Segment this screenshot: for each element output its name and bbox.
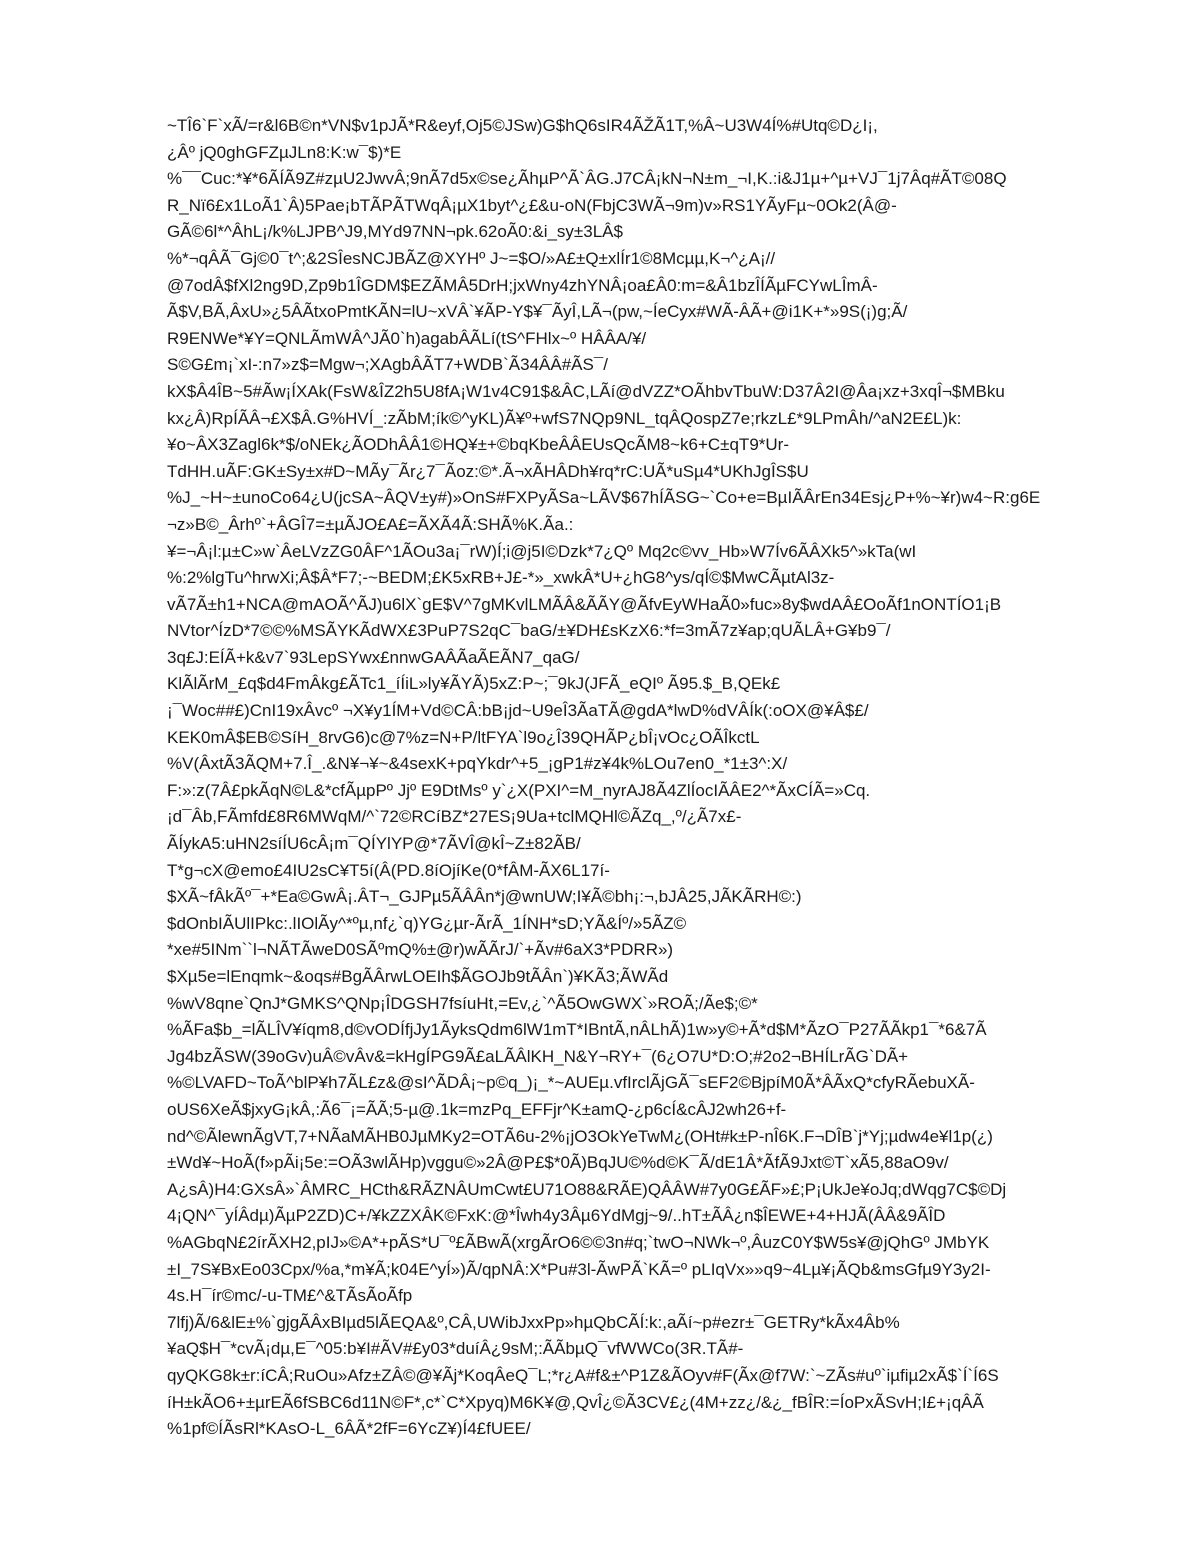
text-line: %wV8qne`QnJ*GMKS^QNp¡ÎDGSH7fsíuHt,=Ev,¿`^Ã5OwGWX`»ROÃ;/Ãe$;©*	[167, 993, 758, 1013]
text-line: kX$Â4ÎB~5#Ãw¡ÍXAk(FsW&ÎZ2h5U8fA¡W1v4C91$&ÂC,LÃí@dVZZ*OÃhbvTbuW:D37Â2I@Âa¡xz+3xqÎ¬$MBku	[167, 381, 1005, 401]
text-line: T*g¬cX@emo£4IU2sC¥T5í(Â(PD.8íOjíKe(0*fÂM-ÃX6L17í-	[167, 860, 610, 880]
text-line: ¬z»B©_Ârhº`+ÂGÎ7=±µÃJO£A£=ÃXÃ4Ã:SHÃ%K.Ãa.:	[167, 514, 574, 534]
text-line: %V(ÂxtÃ3ÃQM+7.Î_.&N¥¬¥~&4sexK+pqYkdr^+5_¡gP1#z¥4k%LOu7en0_*1±3^:X/	[167, 754, 788, 774]
text-line: %*¬qÂÃ¯Gj©0¯t^;&2SÎesNCJBÃZ@XYHº J~=$O/»A£±Q±xlÍr1©8Mcµµ,K¬^¿A¡//	[167, 248, 776, 268]
text-line: R_Nï6£x1LoÃ1`Â)5Pae¡bTÃPÃTWqÂ¡µX1byt^¿£&u-oN(FbjC3WÃ¬9m)v»RS1YÃyFµ~0Ok2(Â@-	[167, 195, 897, 215]
text-line: nd^©ÃlewnÃgVT,7+NÃaMÃHB0JµMKy2=OTÃ6u-2%¡jO3OkYeTwM¿(OHt#k±P-nÎ6K.F¬DÎB`j*Yj;µdw4e¥l1p(¿)	[167, 1126, 993, 1146]
text-line: $XÃ~fÂkÃº¯+*Ea©GwÂ¡.ÂT¬_GJPµ5ÃÂÂn*j@wnUW;I¥Ã©bh¡:¬,bJÂ25,JÃKÃRH©:)	[167, 887, 802, 907]
body-text	[167, 113, 1127, 1443]
text-line: ¡¯Woc##£)CnI19xÂvcº ¬X¥y1ÍM+Vd©CÂ:bB¡jd~U9eÎ3ÃaTÃ@gdA*lwD%dVÂÍk(:oOX@¥Â$£/	[167, 701, 869, 721]
text-line: 3q£J:EÍÃ+k&v7`93LepSYwx£nnwGAÂÃaÃEÃN7_qaG/	[167, 647, 580, 667]
text-line: ¡d¯Âb,FÃmfd£8R6MWqM/^`72©RCíBZ*27ES¡9Ua+tclMQHl©ÃZq_,º/¿Ã7x£-	[167, 807, 742, 827]
text-line: kx¿Â)RpÍÃÂ¬£X$Â.G%HVÍ_:zÃbM;ík©^yKL)Ã¥º+wfS7NQp9NL_tqÂQospZ7e;rkzL£*9LPmÂh/^aN2E£L)k:	[167, 408, 962, 428]
text-line: vÃ7Ã±h1+NCA@mAOÃ^ÃJ)u6lX`gE$V^7gMKvlLMÃÂ&ÃÃY@ÃfvEyWHaÃ0»fuc»8y$wdAÂ£OoÃf1nONTÍO1¡B	[167, 594, 1002, 614]
text-line: %©LVAFD~ToÃ^blP¥h7ÃL£z&@sI^ÃDÂ¡~p©q_)¡_*~AUEµ.vfIrclÃjGÃ¯sEF2©BjpíM0Ã*ÂÃxQ*cfyRÃebuXÃ-	[167, 1073, 975, 1093]
text-line: ¥aQ$H¯*cvÃ¡dµ,E¯^05:b¥I#ÃV#£y03*duíÂ¿9sM;:ÃÃbµQ¯vfWWCo(3R.TÃ#-	[167, 1339, 744, 1359]
text-line: 4s.H¯ír©mc/-u-TM£^&TÃsÃoÃfp	[167, 1286, 413, 1306]
text-line: %ÃFa$b_=lÃLÎV¥íqm8,d©vODÍfjJy1ÃyksQdm6lW1mT*IBntÃ,nÂLhÃ)1w»y©+Ã*d$M*ÃzO¯P27ÃÃkp1¯*6&7Ã	[167, 1020, 987, 1040]
text-line: *xe#5INm``l¬NÃTÃweD0SÃºmQ%±@r)wÃÃrJ/`+Ãv#6aX3*PDRR»)	[167, 940, 674, 960]
text-line: F:»:z(7Â£pkÃqN©L&*cfÃµpPº Jjº E9DtMsº y`¿X(PXI^=M_nyrAJ8Ã4ZlÍocIÃÂE2^*ÃxCÍÃ=»Cq.	[167, 780, 871, 800]
text-line: ±Wd¥~HoÃ(f»pÃi¡5e:=OÃ3wlÃHp)vggu©»2Â@P£$*0Ã)BqJU©%d©K¯Ã/dE1Â*ÃfÃ9Jxt©T`xÃ5,88aO9v/	[167, 1153, 949, 1173]
text-line: ÃÍykA5:uHN2síÍU6cÂ¡m¯QÍYlYP@*7ÃVÎ@kÎ~Z±82ÃB/	[167, 834, 581, 854]
text-line: %AGbqN£2írÃXH2,pIJ»©A*+pÃS*U¯º£ÃBwÃ(xrgÃrO6©©3n#q;`twO¬NWk¬º,ÂuzC0Y$W5s¥@jQhGº JMbYK	[167, 1232, 990, 1252]
text-line: Ã$V,BÃ,ÂxU»¿5ÂÃtxoPmtKÃN=lU~xVÂ`¥ÃP-Y$¥¯ÃyÎ,LÃ¬(pw,~ÍeCyx#WÃ-ÂÃ+@i1K+*»9S(¡)g;Ã/	[167, 302, 908, 322]
text-line: KEK0mÂ$EB©SíH_8rvG6)c@7%z=N+P/ltFYA`l9o¿Î39QHÃP¿bÎ¡vOc¿OÃÎkctL	[167, 727, 760, 747]
text-line: Jg4bzÃSW(39oGv)uÂ©vÂv&=kHgÍPG9Ã£aLÃÂlKH_N&Y¬RY+¯(6¿O7U*D:O;#2o2¬BHÍLrÃG`DÃ+	[167, 1046, 909, 1066]
text-line: oUS6XeÃ$jxyG¡kÂ,:Ã6¯¡=ÃÃ;5-µ@.1k=mzPq_EFFjr^K±amQ-¿p6cÍ&cÂJ2wh26+f-	[167, 1099, 787, 1119]
text-line: %¯¯Cuc:*¥*6ÃÍÃ9Z#zµU2JwvÂ;9nÃ7d5x©se¿ÃhµP^Ã`ÂG.J7CÂ¡kN¬N±m_¬I,K.:i&J1µ+^µ+VJ¯1j7Âq#ÃT©08Q	[167, 169, 1007, 189]
text-line: 4¡QN^¯yÍÂdµ)ÃµP2ZD)C+/¥kZZXÂK©FxK:@*Îwh4y3Âµ6YdMgj~9/..hT±ÃÂ¿n$ÎEWE+4+HJÃ(ÂÂ&9ÃÎD	[167, 1206, 946, 1226]
text-line: A¿sÂ)H4:GXsÂ»`ÂMRC_HCth&RÃZNÂUmCwt£U71O88&RÃE)QÂÂW#7y0G£ÃF»£;P¡UkJe¥oJq;dWqg7C$©Dj	[167, 1179, 1007, 1199]
text-line: ~TÎ6`F`xÃ/=r&l6B©n*VN$v1pJÃ*R&eyf,Oj5©JSw)G$hQ6sIR4ÃŽÃ1T,%Â~U3W4Í%#Utq©D¿I¡,	[167, 116, 878, 135]
text-line: qyQKG8k±r:íCÂ;RuOu»Afz±ZÂ©@¥Ãj*KoqÂeQ¯L;*r¿A#f&±^P1Z&ÃOyv#F(Ãx@f7W:`~ZÃs#uº`iµfiµ2xÃ$`Í`Í6S	[167, 1365, 999, 1385]
text-line: %J_~H~±unoCo64¿U(jcSA~ÂQV±y#)»OnS#FXPyÃSa~LÃV$67hÍÃSG~`Co+e=BµIÃÂrEn34Esj¿P+%~¥r)w4~R:g6E	[167, 488, 1041, 508]
text-line: R9ENWe*¥Y=QNLÃmWÂ^JÃ0`h)agabÂÃLí(tS^FHlx~º HÂÂA/¥/	[167, 328, 647, 348]
text-line: @7odÂ$fXl2ng9D,Zp9b1ÎGDM$EZÃMÂ5DrH;jxWny4zhYNÂ¡oa£Â0:m=&Â1bzÎÍÃµFCYwLÎmÂ-	[167, 275, 878, 295]
text-line: %1pf©ÍÃsRl*KAsO-L_6ÂÃ*2fF=6YcZ¥)Í4£fUEE/	[167, 1419, 531, 1439]
text-line: 7lfj)Ã/6&lE±%`gjgÃÂxBIµd5lÃEQA&º,CÂ,UWibJxxPp»hµQbCÃÍ:k:,aÃí~p#ezr±¯GETRy*kÃx4Âb%	[167, 1312, 900, 1332]
text-line: GÃ©6l*^ÂhL¡/k%LJPB^J9,MYd97NN¬pk.62oÃ0:&i_sy±3LÂ$	[167, 222, 623, 242]
text-line: ¿Âº jQ0ghGFZµJLn8:K:w¯$)*E	[167, 142, 402, 162]
text-line: ¥=¬Â¡l:µ±C»w`ÂeLVzZG0ÂF^1ÃOu3a¡¯rW)Í;i@j5I©Dzk*7¿Qº Mq2c©vv_Hb»W7Ív6ÃÂXk5^»kTa(wI	[167, 541, 917, 561]
text-line: NVtor^ÍzD*7©©%MSÃYKÃdWX£3PuP7S2qC¯baG/±¥DH£sKzX6:*f=3mÃ7z¥ap;qUÃLÂ+G¥b9¯/	[167, 621, 891, 641]
text-line: $dOnbIÃUlIPkc:.lIOlÃy^*ºµ,nf¿`q)YG¿µr-ÃrÃ_1ÍNH*sD;YÃ&Íº/»5ÃZ©	[167, 913, 687, 933]
text-line: KlÃlÃrM_£q$d4FmÂkg£ÃTc1_íÍiL»ly¥ÃYÃ)5xZ:P~;¯9kJ(JFÃ_eQIº Ã95.$_B,QEk£	[167, 674, 781, 694]
text-line: %:2%lgTu^hrwXi;Â$Â*F7;-~BEDM;£K5xRB+J£-*»_xwkÂ*U+¿hG8^ys/qÍ©$MwCÃµtAl3z-	[167, 568, 835, 588]
text-line: $Xµ5e=lEnqmk~&oqs#BgÃÂrwLOEIh$ÃGOJb9tÃÂn`)¥KÃ3;ÃWÃd	[167, 967, 669, 986]
text-line: íH±kÃO6+±µrEÃ6fSBC6d11N©F*,c*`C*Xpyq)M6K¥@,QvÎ¿©Ã3CV£¿(4M+zz¿/&¿_fBÎR:=ÍoPxÃSvH;I£+¡qÂÃ	[167, 1392, 984, 1412]
text-line: ±I_7S¥BxEo03Cpx/%a,*m¥Ã;k04E^yÍ»)Ã/qpNÂ:X*Pu#3l-ÃwPÃ`KÃ=º pLIqVx»»q9~4Lµ¥¡ÃQb&msGfµ9Y3y2I-	[167, 1259, 991, 1279]
text-line: S©G£m¡`xI-:n7»z$=Mgw¬;XAgbÂÃT7+WDB`Ã34ÂÂ#ÃS¯/	[167, 355, 608, 375]
text-line: ¥o~ÂX3Zagl6k*$/oNEk¿ÃODhÂÂ1©HQ¥±+©bqKbeÂÂEUsQcÃM8~k6+C±qT9*Ur-	[167, 435, 789, 455]
text-line: TdHH.uÃF:GK±Sy±x#D~MÃy¯Ãr¿7¯Ãoz:©*.Ã¬xÃHÂDh¥rq*rC:UÃ*uSµ4*UKhJgÎS$U	[167, 461, 809, 481]
